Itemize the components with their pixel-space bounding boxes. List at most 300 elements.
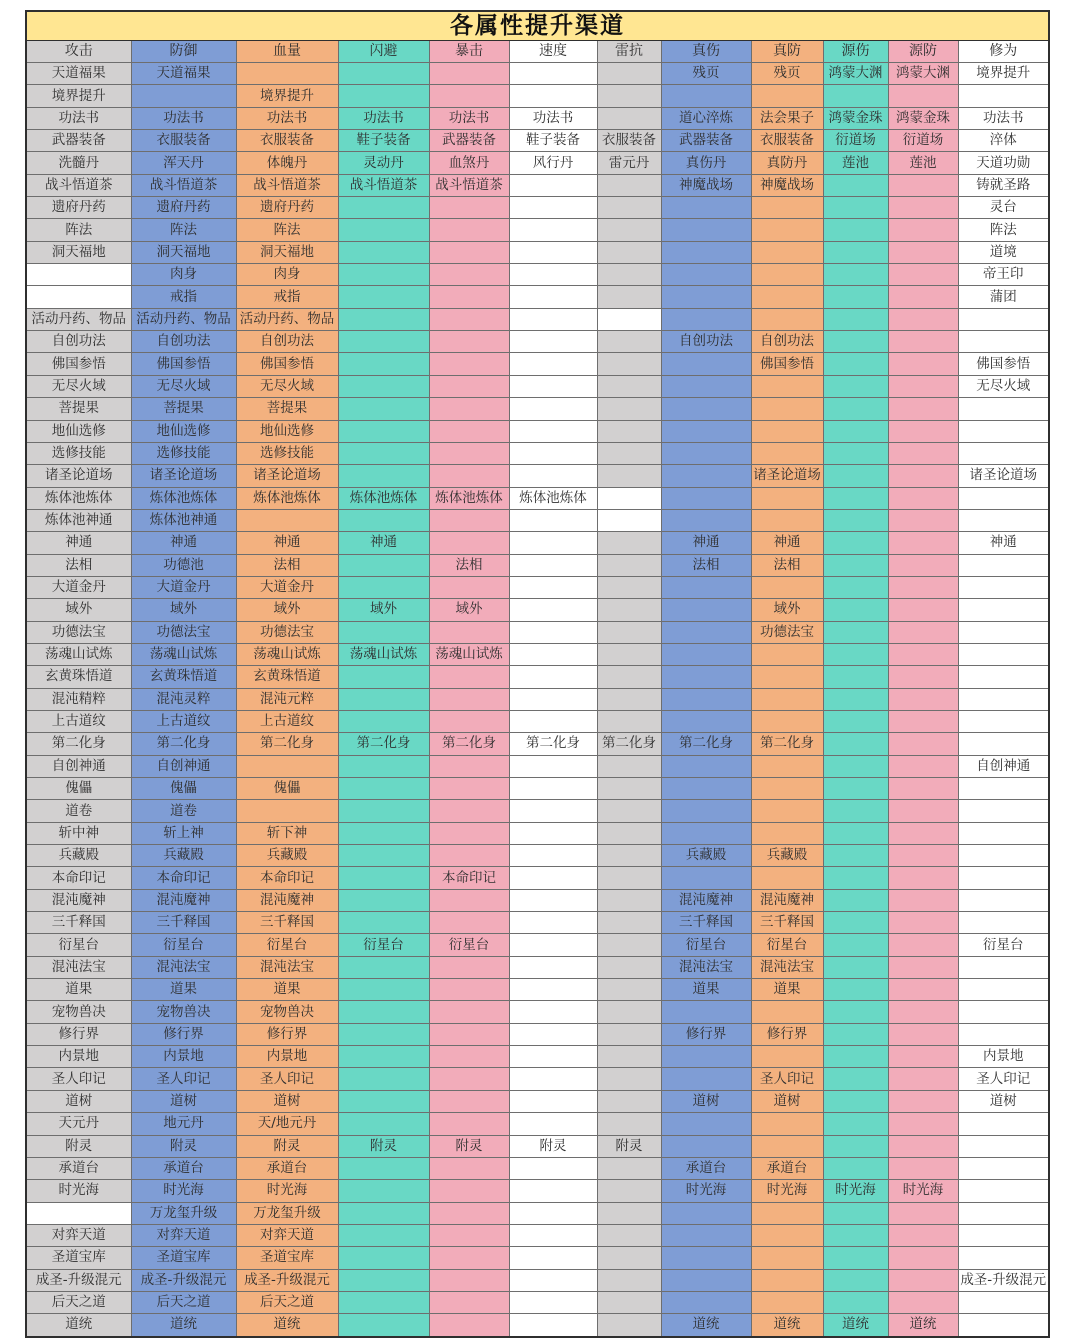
table-cell (888, 822, 958, 844)
table-cell: 真防丹 (751, 152, 823, 174)
table-cell (751, 1247, 823, 1269)
table-row (26, 219, 1049, 241)
table-cell: 道统 (888, 1314, 958, 1337)
table-cell: 本命印记 (429, 867, 509, 889)
table-cell (597, 1224, 661, 1246)
column-header: 血量 (236, 41, 338, 63)
table-cell (888, 554, 958, 576)
table-cell (597, 599, 661, 621)
table-cell: 选修技能 (26, 442, 131, 464)
attribute-table (25, 10, 1050, 1338)
table-cell (338, 1291, 429, 1313)
table-cell (888, 375, 958, 397)
table-cell: 道统 (661, 1314, 751, 1337)
table-cell (429, 1247, 509, 1269)
column-header: 源伤 (823, 41, 888, 63)
table-cell: 菩提果 (131, 398, 236, 420)
table-cell (597, 1090, 661, 1112)
column-header: 真伤 (661, 41, 751, 63)
table-cell (958, 956, 1049, 978)
table-cell: 道树 (958, 1090, 1049, 1112)
table-cell (823, 666, 888, 688)
table-cell: 炼体池炼体 (131, 487, 236, 509)
table-cell: 武器装备 (429, 130, 509, 152)
table-cell: 成圣-升级混元 (131, 1269, 236, 1291)
table-cell: 道统 (26, 1314, 131, 1337)
table-cell (597, 710, 661, 732)
table-cell (823, 599, 888, 621)
table-cell: 天道福果 (26, 63, 131, 85)
table-cell (597, 934, 661, 956)
table-cell: 肉身 (131, 264, 236, 286)
table-cell (823, 465, 888, 487)
table-cell (958, 1291, 1049, 1313)
table-cell (338, 1224, 429, 1246)
table-cell (338, 1046, 429, 1068)
table-cell (429, 197, 509, 219)
table-cell (597, 375, 661, 397)
table-cell (823, 1202, 888, 1224)
table-cell: 混沌法宝 (26, 956, 131, 978)
table-cell: 自创功法 (661, 331, 751, 353)
table-cell: 道统 (823, 1314, 888, 1337)
table-cell (597, 1269, 661, 1291)
table-cell: 成圣-升级混元 (958, 1269, 1049, 1291)
table-cell (823, 889, 888, 911)
table-cell (661, 867, 751, 889)
table-cell (751, 822, 823, 844)
table-cell: 时光海 (661, 1180, 751, 1202)
table-cell: 时光海 (236, 1180, 338, 1202)
table-cell: 内景地 (236, 1046, 338, 1068)
table-cell: 洞天福地 (26, 241, 131, 263)
table-cell (429, 1023, 509, 1045)
table-cell (338, 465, 429, 487)
table-cell: 混沌法宝 (751, 956, 823, 978)
table-row (26, 241, 1049, 263)
table-cell: 武器装备 (661, 130, 751, 152)
table-cell: 鸿蒙大渊 (888, 63, 958, 85)
table-cell: 炼体池炼体 (338, 487, 429, 509)
table-cell (509, 688, 597, 710)
table-cell (509, 63, 597, 85)
table-cell: 承道台 (751, 1157, 823, 1179)
table-cell: 附灵 (131, 1135, 236, 1157)
table-cell (958, 1202, 1049, 1224)
table-cell (888, 845, 958, 867)
table-cell: 衍星台 (26, 934, 131, 956)
table-cell (597, 308, 661, 330)
table-cell (823, 643, 888, 665)
table-cell: 诸圣论道场 (751, 465, 823, 487)
table-cell: 炼体池神通 (131, 509, 236, 531)
table-cell: 地仙选修 (26, 420, 131, 442)
table-cell: 道果 (131, 979, 236, 1001)
table-cell (338, 867, 429, 889)
table-cell (751, 85, 823, 107)
table-cell: 成圣-升级混元 (26, 1269, 131, 1291)
table-cell (661, 1202, 751, 1224)
table-row (26, 1113, 1049, 1135)
table-cell: 混沌魔神 (236, 889, 338, 911)
table-cell (597, 85, 661, 107)
table-cell: 时光海 (131, 1180, 236, 1202)
table-cell (823, 219, 888, 241)
table-cell (888, 219, 958, 241)
table-cell (509, 465, 597, 487)
table-cell: 战斗悟道茶 (26, 174, 131, 196)
table-cell (338, 375, 429, 397)
table-cell: 遗府丹药 (236, 197, 338, 219)
table-cell (751, 241, 823, 263)
table-cell: 第二化身 (597, 733, 661, 755)
table-row (26, 1023, 1049, 1045)
table-cell: 三千释国 (236, 912, 338, 934)
table-cell: 雷元丹 (597, 152, 661, 174)
table-cell (888, 241, 958, 263)
table-cell: 自创神通 (958, 755, 1049, 777)
table-cell (751, 1113, 823, 1135)
table-cell (661, 241, 751, 263)
table-cell (429, 532, 509, 554)
table-cell: 法相 (236, 554, 338, 576)
table-cell (338, 956, 429, 978)
table-cell (888, 465, 958, 487)
table-cell (338, 755, 429, 777)
table-row (26, 845, 1049, 867)
table-cell: 莲池 (888, 152, 958, 174)
table-cell (597, 264, 661, 286)
table-cell: 道树 (236, 1090, 338, 1112)
table-cell: 衍星台 (131, 934, 236, 956)
table-cell (823, 442, 888, 464)
table-cell: 第二化身 (338, 733, 429, 755)
table-cell (661, 420, 751, 442)
table-cell: 兵藏殿 (26, 845, 131, 867)
table-row (26, 1180, 1049, 1202)
table-cell: 天道功勋 (958, 152, 1049, 174)
table-cell (509, 375, 597, 397)
table-cell (509, 398, 597, 420)
table-cell (958, 1314, 1049, 1337)
column-header: 防御 (131, 41, 236, 63)
table-cell (751, 1224, 823, 1246)
table-cell: 功德法宝 (751, 621, 823, 643)
table-cell (823, 1001, 888, 1023)
table-cell (429, 1291, 509, 1313)
table-cell (823, 487, 888, 509)
table-cell: 战斗悟道茶 (429, 174, 509, 196)
table-cell: 阵法 (236, 219, 338, 241)
table-cell: 傀儡 (131, 778, 236, 800)
table-cell: 戒指 (236, 286, 338, 308)
table-cell (751, 800, 823, 822)
table-cell (751, 197, 823, 219)
table-cell (888, 1291, 958, 1313)
table-cell (597, 688, 661, 710)
table-cell: 混沌灵粹 (131, 688, 236, 710)
table-cell (888, 1202, 958, 1224)
table-cell: 灵动丹 (338, 152, 429, 174)
table-cell (751, 308, 823, 330)
table-cell: 天道福果 (131, 63, 236, 85)
table-cell: 斩下神 (236, 822, 338, 844)
table-cell (509, 174, 597, 196)
table-cell (597, 1001, 661, 1023)
table-cell (509, 331, 597, 353)
table-row (26, 956, 1049, 978)
table-cell: 本命印记 (26, 867, 131, 889)
table-cell: 阵法 (26, 219, 131, 241)
table-cell (751, 710, 823, 732)
table-cell (823, 1068, 888, 1090)
table-cell (429, 710, 509, 732)
table-cell: 本命印记 (131, 867, 236, 889)
table-cell (888, 1157, 958, 1179)
table-cell (429, 1068, 509, 1090)
table-cell: 境界提升 (26, 85, 131, 107)
table-cell (661, 398, 751, 420)
table-cell (751, 576, 823, 598)
table-cell: 功德法宝 (236, 621, 338, 643)
table-cell (509, 845, 597, 867)
table-cell (509, 353, 597, 375)
table-cell: 圣人印记 (751, 1068, 823, 1090)
table-cell: 附灵 (429, 1135, 509, 1157)
table-row (26, 643, 1049, 665)
table-cell: 时光海 (888, 1180, 958, 1202)
table-cell: 神通 (338, 532, 429, 554)
table-cell (597, 63, 661, 85)
table-cell (509, 576, 597, 598)
table-cell (338, 889, 429, 911)
table-cell: 圣人印记 (131, 1068, 236, 1090)
table-cell (597, 554, 661, 576)
table-cell: 炼体池炼体 (26, 487, 131, 509)
table-cell: 鸿蒙金珠 (823, 107, 888, 129)
table-cell: 帝王印 (958, 264, 1049, 286)
table-cell (338, 420, 429, 442)
table-cell (509, 1068, 597, 1090)
table-cell (888, 85, 958, 107)
table-cell (661, 375, 751, 397)
table-cell: 附灵 (509, 1135, 597, 1157)
table-cell (509, 1023, 597, 1045)
table-cell (509, 286, 597, 308)
table-cell (597, 800, 661, 822)
table-cell (429, 1269, 509, 1291)
table-cell (509, 889, 597, 911)
table-cell (338, 778, 429, 800)
table-title: 各属性提升渠道 (26, 11, 1049, 41)
table-cell: 衣服装备 (131, 130, 236, 152)
table-cell (509, 822, 597, 844)
table-cell: 后天之道 (236, 1291, 338, 1313)
table-cell (888, 487, 958, 509)
table-cell (751, 219, 823, 241)
table-cell (661, 576, 751, 598)
table-row (26, 197, 1049, 219)
table-cell: 承道台 (26, 1157, 131, 1179)
table-cell: 选修技能 (131, 442, 236, 464)
table-cell: 荡魂山试炼 (26, 643, 131, 665)
table-cell: 淬体 (958, 130, 1049, 152)
table-cell (597, 532, 661, 554)
table-cell (823, 912, 888, 934)
table-cell (509, 1314, 597, 1337)
table-cell (429, 755, 509, 777)
table-cell: 功德法宝 (131, 621, 236, 643)
table-cell (597, 353, 661, 375)
table-cell: 无尽火域 (958, 375, 1049, 397)
table-cell (429, 1113, 509, 1135)
table-cell (509, 532, 597, 554)
table-cell: 万龙玺升级 (236, 1202, 338, 1224)
table-cell (661, 643, 751, 665)
table-row (26, 85, 1049, 107)
table-cell (751, 375, 823, 397)
table-cell: 灵台 (958, 197, 1049, 219)
table-row (26, 979, 1049, 1001)
table-cell (338, 621, 429, 643)
table-cell (597, 1291, 661, 1313)
table-cell (751, 286, 823, 308)
table-cell (509, 1247, 597, 1269)
table-cell (429, 889, 509, 911)
table-cell: 道树 (661, 1090, 751, 1112)
table-cell: 选修技能 (236, 442, 338, 464)
table-row (26, 1269, 1049, 1291)
table-cell: 残页 (751, 63, 823, 85)
table-cell (509, 420, 597, 442)
table-cell: 风行丹 (509, 152, 597, 174)
table-cell (509, 509, 597, 531)
table-cell (429, 688, 509, 710)
table-cell: 地元丹 (131, 1113, 236, 1135)
table-cell: 混沌精粹 (26, 688, 131, 710)
table-cell (429, 576, 509, 598)
table-cell: 衍星台 (751, 934, 823, 956)
table-cell (597, 889, 661, 911)
table-cell (958, 778, 1049, 800)
table-cell: 混沌魔神 (131, 889, 236, 911)
table-cell (509, 241, 597, 263)
table-cell (509, 1224, 597, 1246)
table-cell (661, 353, 751, 375)
table-cell (509, 554, 597, 576)
table-cell: 衣服装备 (597, 130, 661, 152)
table-cell (823, 621, 888, 643)
table-row (26, 867, 1049, 889)
table-cell: 三千释国 (26, 912, 131, 934)
table-cell: 衍星台 (338, 934, 429, 956)
table-cell: 混沌魔神 (26, 889, 131, 911)
table-cell (597, 956, 661, 978)
table-cell (751, 398, 823, 420)
table-cell (661, 442, 751, 464)
table-cell (888, 621, 958, 643)
table-cell (888, 1023, 958, 1045)
table-cell: 衍道场 (888, 130, 958, 152)
table-row (26, 1202, 1049, 1224)
table-cell (597, 442, 661, 464)
table-cell (661, 308, 751, 330)
table-row (26, 800, 1049, 822)
table-cell: 衍星台 (429, 934, 509, 956)
table-cell (958, 442, 1049, 464)
table-cell (429, 1046, 509, 1068)
table-cell (429, 822, 509, 844)
table-cell (823, 1046, 888, 1068)
table-cell (888, 733, 958, 755)
table-cell (888, 509, 958, 531)
table-cell (751, 1291, 823, 1313)
table-cell: 道树 (131, 1090, 236, 1112)
table-cell (597, 822, 661, 844)
table-row (26, 509, 1049, 531)
table-cell (888, 353, 958, 375)
table-cell (338, 1202, 429, 1224)
table-cell (958, 912, 1049, 934)
table-cell (597, 509, 661, 531)
table-cell: 活动丹药、物品 (26, 308, 131, 330)
table-row (26, 554, 1049, 576)
table-cell (509, 1291, 597, 1313)
table-cell (509, 800, 597, 822)
table-cell (338, 308, 429, 330)
table-cell (429, 1224, 509, 1246)
table-cell: 宠物兽决 (236, 1001, 338, 1023)
table-cell: 无尽火域 (131, 375, 236, 397)
table-cell: 成圣-升级混元 (236, 1269, 338, 1291)
table-cell (661, 666, 751, 688)
table-cell: 法相 (661, 554, 751, 576)
table-cell: 神通 (751, 532, 823, 554)
table-cell (597, 331, 661, 353)
table-cell (751, 688, 823, 710)
table-cell (888, 576, 958, 598)
table-cell (597, 755, 661, 777)
table-cell (888, 1046, 958, 1068)
table-cell (236, 63, 338, 85)
table-cell (751, 1135, 823, 1157)
table-cell (823, 956, 888, 978)
table-cell: 玄黄珠悟道 (26, 666, 131, 688)
table-cell: 傀儡 (236, 778, 338, 800)
table-cell (823, 375, 888, 397)
table-cell (597, 1314, 661, 1337)
table-cell: 衍星台 (236, 934, 338, 956)
table-cell (751, 420, 823, 442)
table-cell (823, 398, 888, 420)
table-cell (597, 487, 661, 509)
table-cell: 对弈天道 (26, 1224, 131, 1246)
table-cell (888, 979, 958, 1001)
table-cell: 道果 (26, 979, 131, 1001)
table-cell: 自创功法 (751, 331, 823, 353)
table-cell (888, 197, 958, 219)
table-cell (751, 643, 823, 665)
table-cell (429, 778, 509, 800)
table-row (26, 1291, 1049, 1313)
table-cell (661, 1046, 751, 1068)
table-cell (751, 509, 823, 531)
table-row (26, 465, 1049, 487)
table-cell: 菩提果 (26, 398, 131, 420)
table-cell: 域外 (338, 599, 429, 621)
table-cell: 阵法 (131, 219, 236, 241)
table-cell (429, 621, 509, 643)
